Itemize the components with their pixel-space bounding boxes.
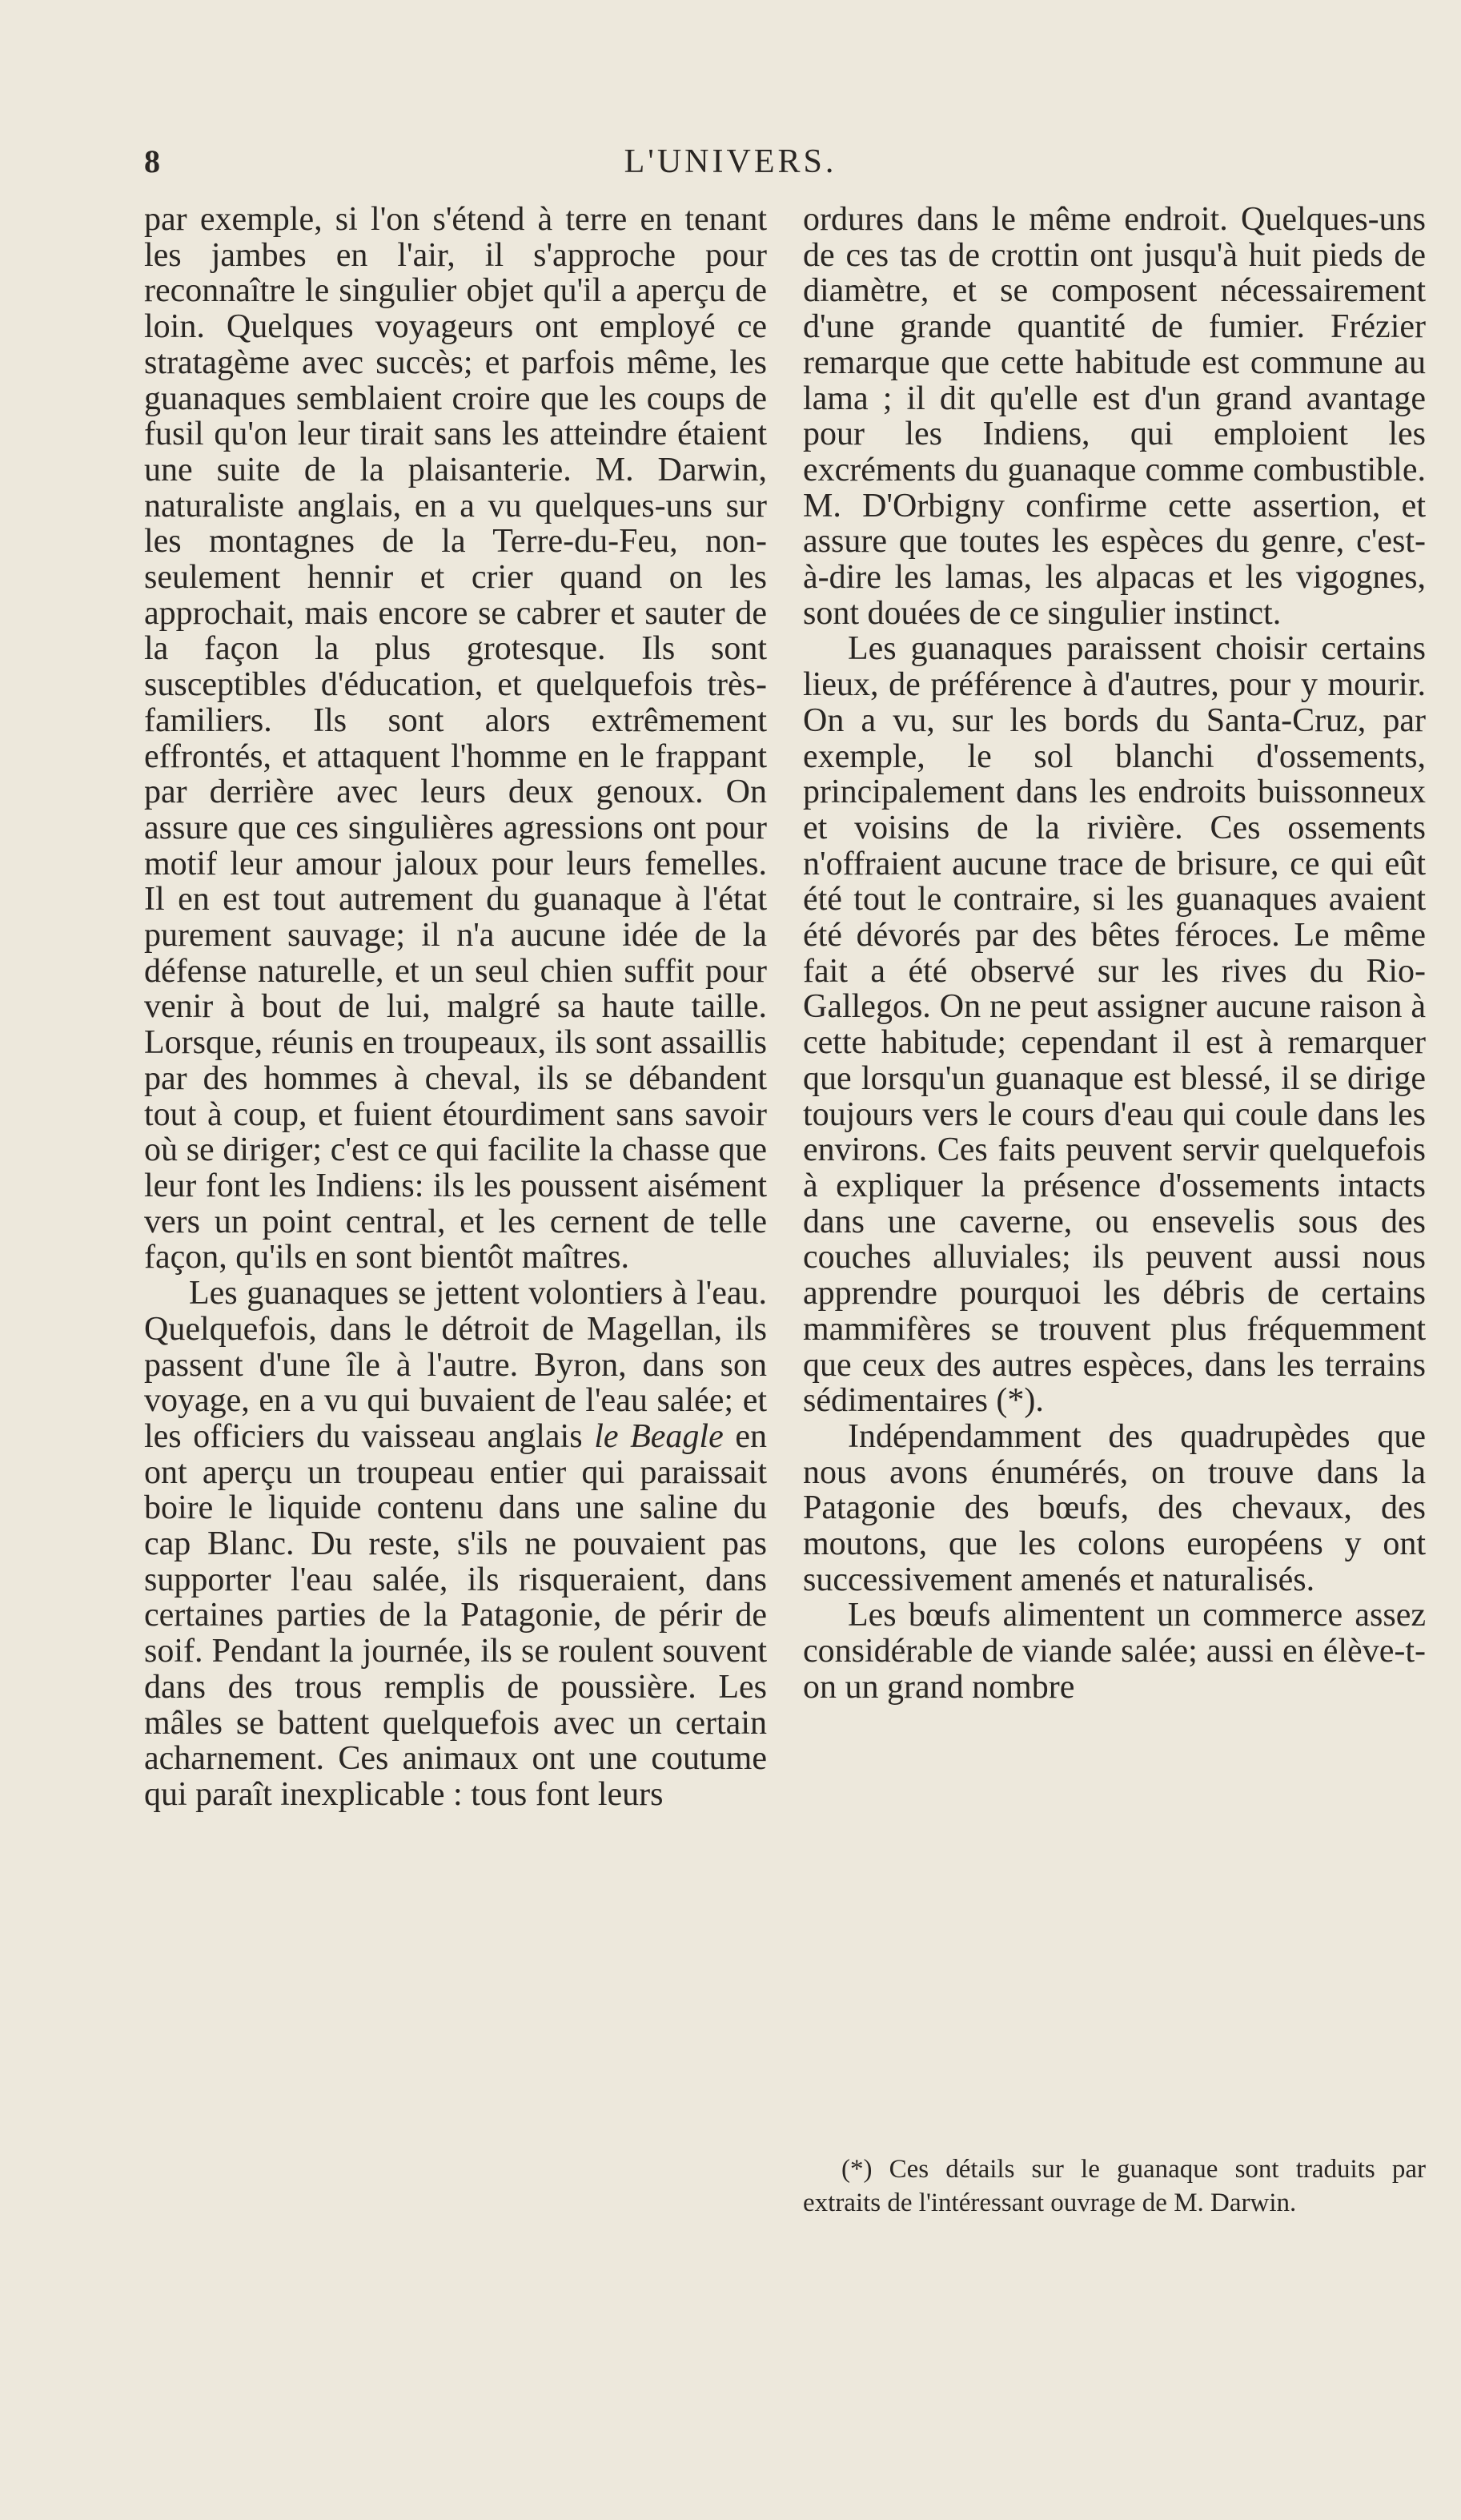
paragraph: ordures dans le même endroit. Quelques-uns de ces tas de crottin ont jusqu'à huit pieds de diamètre, et se composent nécessairement d'une grande quantité de fumier. Frézier remarque que cette habitude est commune au lama ; il dit qu'elle est d'un grand avantage pour les Indiens, qui emploient les excréments du guanaque comme combustible. M. D'Orbigny confirme cette assertion, et assure que toutes les espèces du genre, c'est-à-dire les lamas, les alpacas et les vigognes, sont douées de ce singulier instinct. — [803, 201, 1426, 632]
paragraph-text: Les guanaques se jettent volontiers à l'eau. Quelquefois, dans le détroit de Magellan, ils passent d'une île à l'autre. Byron, dans son voyage, en a vu qui buvaient de l'eau salée; et les officiers du vaisseau anglais — [144, 1275, 767, 1455]
ship-name: le Beagle — [594, 1417, 724, 1455]
paragraph: Indépendamment des quadrupèdes que nous avons énumérés, on trouve dans la Patagonie des bœufs, des chevaux, des moutons, que les colons européens y ont successivement amenés et naturalisés. — [803, 1417, 1426, 1598]
paragraph — [144, 1276, 767, 1813]
paragraph: Les bœufs alimentent un commerce assez considérable de viande salée; aussi en élève-t-on un grand nombre — [803, 1597, 1426, 1706]
paragraph: Les guanaques paraissent choisir certains lieux, de préférence à d'autres, pour y mourir. On a vu, sur les bords du Santa-Cruz, par exemple, le sol blanchi d'ossements, principalement dans les endroits buissonneux et voisins de la rivière. Ces ossements n'offraient aucune trace de brisure, ce qui eût été tout le contraire, si les guanaques avaient été dévorés par des bêtes féroces. Le même fait a été observé sur les rives du Rio-Gallegos. On ne peut assigner aucune raison à cette habitude; cependant il est à remarquer que lorsqu'un guanaque est blessé, il se dirige toujours vers le cours d'eau qui coule dans les environs. Ces faits peuvent servir quelquefois à expliquer la présence d'ossements intacts dans une caverne, ou ensevelis sous des couches alluviales; ils peuvent aussi nous apprendre pourquoi les débris de certains mammifères se trouvent plus fréquemment que ceux des autres espèces, dans les terrains sédimentaires (*). — [803, 630, 1426, 1420]
footnote — [803, 2152, 1426, 2220]
right-column — [803, 202, 1426, 1706]
left-column — [144, 202, 767, 1813]
footnote-text: (*) Ces détails sur le guanaque sont traduits par extraits de l'intéressant ouvrage de M. Darwin. — [803, 2155, 1426, 2217]
paragraph-text: en ont aperçu un troupeau entier qui paraissait boire le liquide contenu dans une saline du cap Blanc. Du reste, s'ils ne pouvaient pas supporter l'eau salée, ils risqueraient, dans certaines parties de la Patagonie, de périr de soif. Pendant la journée, ils se roulent souvent dans des trous remplis de poussière. Les mâles se battent quelquefois avec un certain acharnement. Ces animaux ont une coutume qui paraît inexplicable : tous font leurs — [144, 1417, 767, 1813]
paragraph: par exemple, si l'on s'étend à terre en tenant les jambes en l'air, il s'approche pour reconnaître le singulier objet qu'il a aperçu de loin. Quelques voyageurs ont employé ce stratagème avec succès; et parfois même, les guanaques semblaient croire que les coups de fusil qu'on leur tirait sans les atteindre étaient une suite de la plaisanterie. M. Darwin, naturaliste anglais, en a vu quelques-uns sur les montagnes de la Terre-du-Feu, non-seulement hennir et crier quand on les approchait, mais encore se cabrer et sauter de la façon la plus grotesque. Ils sont susceptibles d'éducation, et quelquefois très-familiers. Ils sont alors extrêmement effrontés, et attaquent l'homme en le frappant par derrière avec leurs deux genoux. On assure que ces singulières agressions ont pour motif leur amour jaloux pour leurs femelles. Il en est tout autrement du guanaque à l'état purement sauvage; il n'a aucune idée de la défense naturelle, et un seul chien suffit pour venir à bout de lui, malgré sa haute taille. Lorsque, réunis en troupeaux, ils sont assaillis par des hommes à cheval, ils se débandent tout à coup, et fuient étourdiment sans savoir où se diriger; c'est ce qui facilite la chasse que leur font les Indiens: ils les poussent aisément vers un point central, et les cernent de telle façon, qu'ils en sont bientôt maîtres. — [144, 201, 767, 1276]
page-header — [0, 138, 1461, 186]
running-title: L'UNIVERS. — [624, 143, 837, 180]
page-number: 8 — [144, 143, 160, 179]
